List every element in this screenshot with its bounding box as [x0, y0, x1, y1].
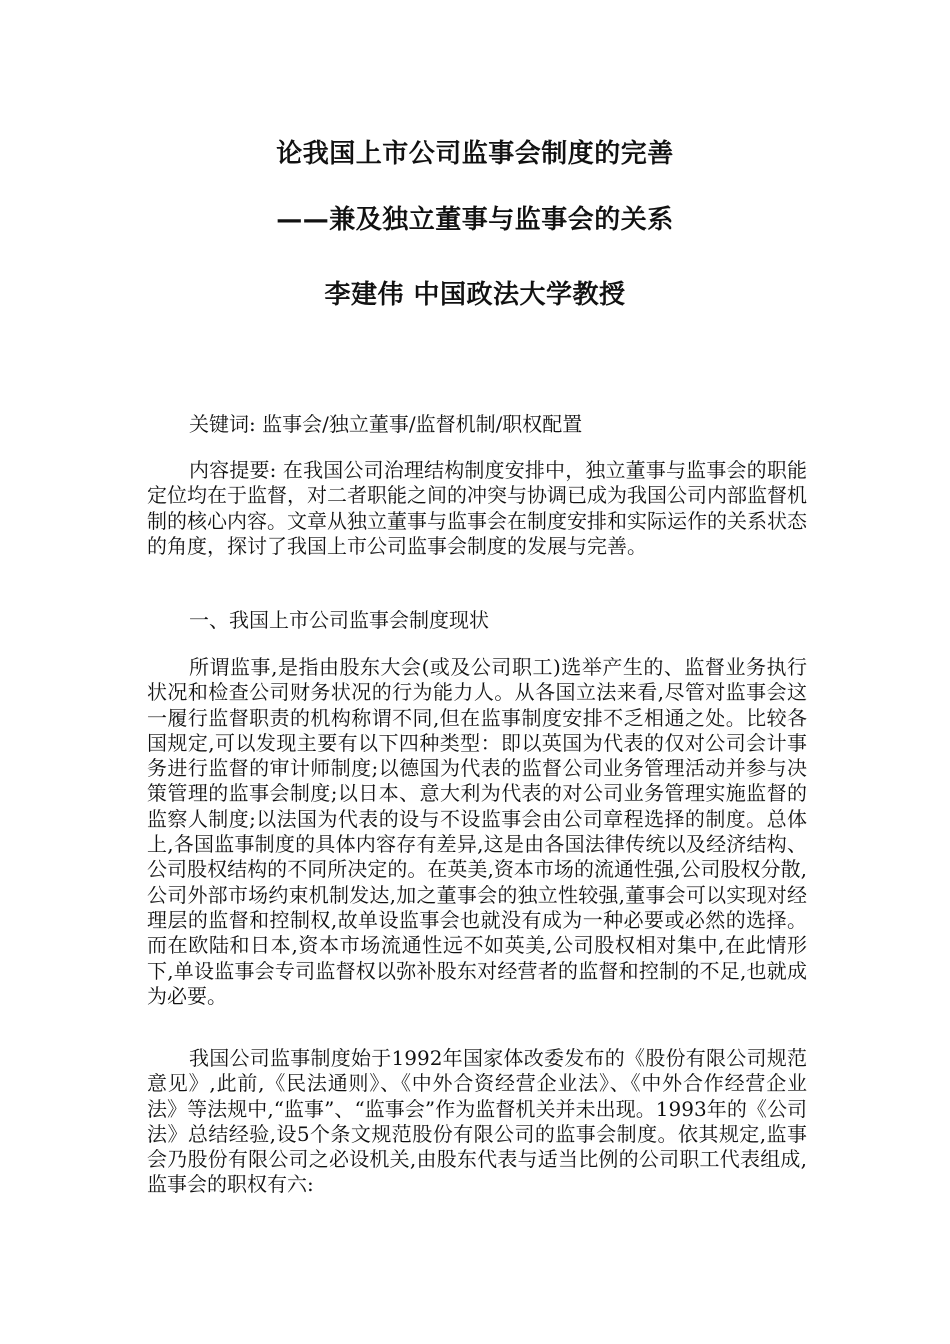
- section-heading: 一、我国上市公司监事会制度现状: [189, 608, 489, 632]
- keywords-paragraph: 关键词: 监事会/独立董事/监督机制/职权配置: [189, 412, 583, 436]
- document-title: 论我国上市公司监事会制度的完善: [276, 139, 674, 169]
- body-paragraph: 所谓监事,是指由股东大会(或及公司职工)选举产生的、监督业务执行状况和检查公司财务状况的行为能力人。从各国立法来看,尽管对监事会这一履行监督职责的机构称谓不同,但在监事制度安排不乏相通之处。比较各国规定,可以发现主要有以下四种类型：即以英国为代表的仅对公司会计事务进行监督的审计师制度;以德国为代表的监督公司业务管理活动并参与决策管理的监事会制度;以日本、意大利为代表的对公司业务管理实施监督的监察人制度;以法国为代表的设与不设监事会由公司章程选择的制度。总体上,各国监事制度的具体内容存有差异,这是由各国法律传统以及经济结构、公司股权结构的不同所决定的。在英美,资本市场的流通性强,公司股权分散,公司外部市场约束机制发达,加之董事会的独立性较强,董事会可以实现对经理层的监督和控制权,故单设监事会也就没有成为一种必要或必然的选择。而在欧陆和日本,资本市场流通性远不如英美,公司股权相对集中,在此情形下,单设监事会专司监督权以弥补股东对经营者的监督和控制的不足,也就成为必要。: [147, 655, 807, 1008]
- abstract-paragraph: 内容提要: 在我国公司治理结构制度安排中，独立董事与监事会的职能定位均在于监督，对二者职能之间的冲突与协调已成为我国公司内部监督机制的核心内容。文章从独立董事与监事会在制度安排和实际运作的关系状态的角度，探讨了我国上市公司监事会制度的发展与完善。: [147, 458, 807, 558]
- author-line: 李建伟 中国政法大学教授: [324, 280, 626, 310]
- document-subtitle: ——兼及独立董事与监事会的关系: [276, 205, 674, 235]
- body-paragraph: 我国公司监事制度始于1992年国家体改委发布的《股份有限公司规范意见》,此前,《民法通则》、《中外合资经营企业法》、《中外合作经营企业法》等法规中,“监事”、“监事会”作为监督机关并未出现。1993年的《公司法》总结经验,设5个条文规范股份有限公司的监事会制度。依其规定,监事会乃股份有限公司之必设机关,由股东代表与适当比例的公司职工代表组成,监事会的职权有六:: [147, 1046, 807, 1197]
